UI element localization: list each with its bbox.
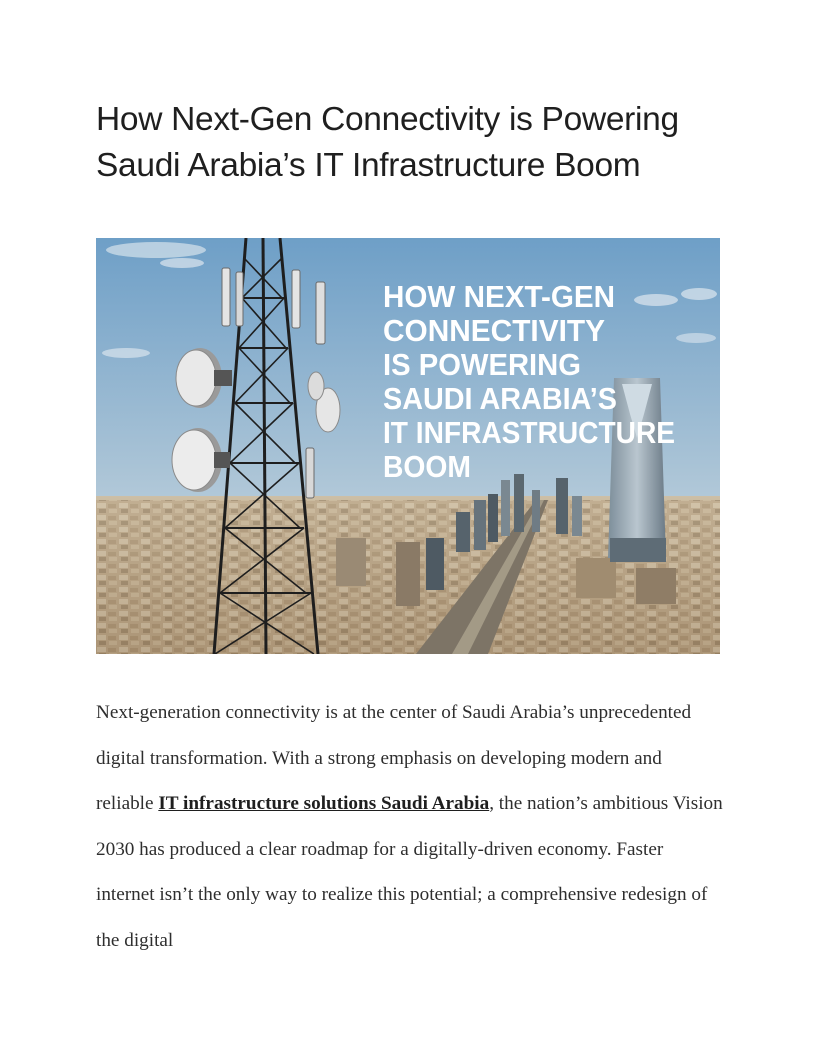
it-infrastructure-link[interactable]: IT infrastructure solutions Saudi Arabia [158, 793, 490, 814]
overlay-line-4: SAUDI ARABIA’S [383, 381, 617, 416]
article-title [96, 97, 736, 189]
article-title-line-2: Saudi Arabia’s IT Infrastructure Boom [96, 147, 641, 184]
article-title-line-1: How Next-Gen Connectivity is Powering [96, 101, 679, 138]
article-paragraph [96, 690, 724, 963]
overlay-line-3: IS POWERING [383, 347, 581, 382]
paragraph-text-start: Next-generation connectivity is at the center of Saudi Arabia’s unprecedented digital transformation. With a strong emphasis on developing modern and reliable [96, 702, 692, 814]
overlay-line-6: BOOM [383, 449, 471, 484]
overlay-line-2: CONNECTIVITY [383, 313, 606, 348]
overlay-line-1: HOW NEXT-GEN [383, 279, 615, 314]
overlay-line-5: IT INFRASTRUCTURE [383, 415, 675, 450]
paragraph-text-end: , the nation’s ambitious Vision 2030 has produced a clear roadmap for a digitally-driven economy. Faster internet isn’t the only way to realize this potential; a comprehensive redesign of the digital [96, 793, 723, 951]
hero-image [96, 238, 720, 654]
